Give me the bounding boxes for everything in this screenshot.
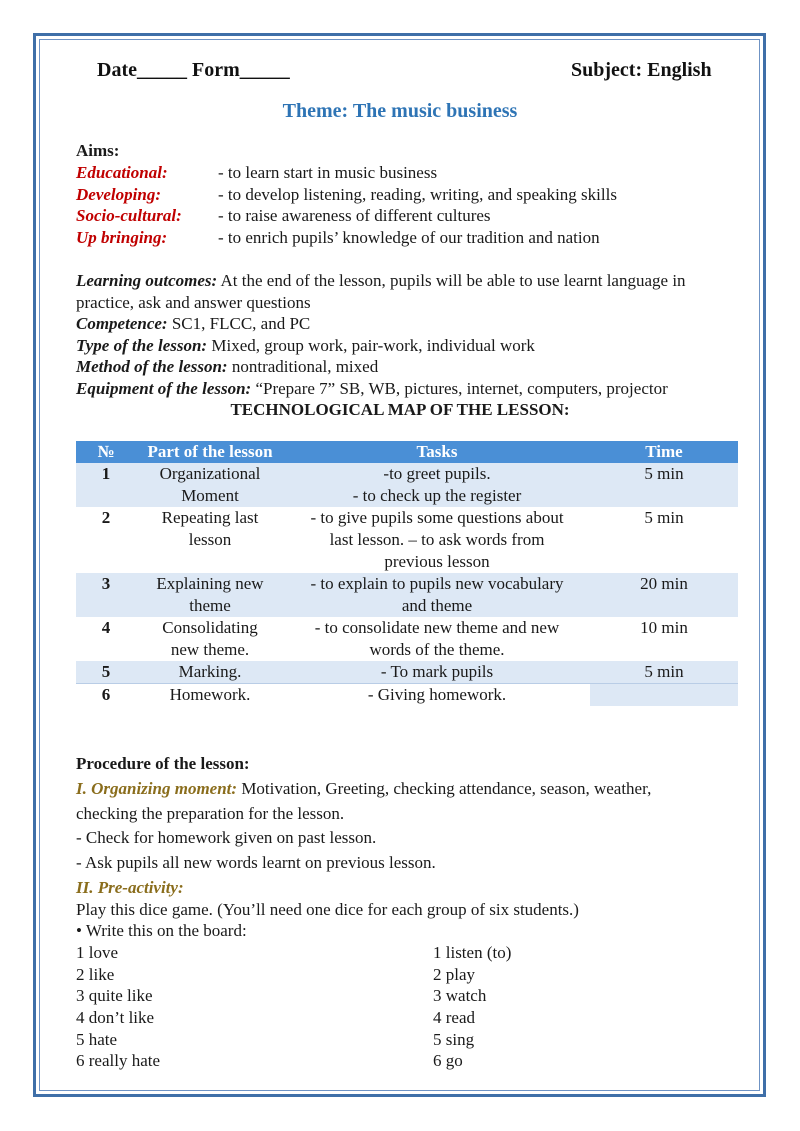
row-part: Repeating last lesson [136, 507, 284, 573]
write-on-board-line: • Write this on the board: [76, 921, 247, 940]
list-item: 6 go [433, 1051, 463, 1070]
aim-text-educational: - to learn start in music business [218, 163, 438, 182]
theme-title: Theme: The music business [282, 100, 518, 122]
learning-outcomes-label: Learning outcomes: [76, 271, 218, 290]
row-time: 5 min [590, 661, 738, 684]
header-tasks: Tasks [284, 441, 590, 463]
table-row [76, 507, 738, 573]
row-number: 4 [76, 617, 136, 661]
header-number: № [76, 441, 136, 463]
pre-activity-heading: II. Pre-activity: [76, 878, 184, 897]
row-tasks: - to consolidate new theme and new words of the theme. [284, 617, 590, 661]
learning-outcomes-text: At the end of the lesson, pupils will be able to use learnt language in [220, 271, 686, 290]
method-line [76, 356, 378, 377]
header-time: Time [590, 441, 738, 463]
date-form-line: Date_____ Form_____ [97, 59, 290, 81]
table-row [76, 661, 738, 684]
lesson-type-label: Type of the lesson: [76, 336, 208, 355]
row-number: 6 [76, 684, 136, 707]
dice-game-line: Play this dice game. (You’ll need one dice for each group of six students.) [76, 900, 579, 919]
list-item: 5 sing [433, 1030, 475, 1049]
subject-label: Subject: English [571, 59, 712, 81]
equipment-text: “Prepare 7” SB, WB, pictures, internet, computers, projector [255, 379, 668, 398]
row-tasks: - To mark pupils [284, 661, 590, 684]
equipment-label: Equipment of the lesson: [76, 379, 252, 398]
lesson-type-line [76, 335, 535, 356]
organizing-moment-line [76, 778, 651, 799]
list-item: 4 read [433, 1008, 476, 1027]
technological-map-title: TECHNOLOGICAL MAP OF THE LESSON: [230, 400, 570, 419]
organizing-moment-label: I. Organizing moment: [76, 779, 238, 798]
organizing-moment-continued: checking the preparation for the lesson. [76, 804, 345, 823]
list-item: 1 listen (to) [433, 943, 512, 962]
method-text: nontraditional, mixed [231, 357, 379, 376]
list-item: 3 watch [433, 986, 487, 1005]
table-row [76, 573, 738, 617]
table-header-row [76, 441, 738, 463]
learning-outcomes-continued: practice, ask and answer questions [76, 293, 311, 312]
competence-text: SC1, FLCC, and PC [171, 314, 311, 333]
row-tasks: - Giving homework. [284, 684, 590, 707]
aim-label-upbringing: Up bringing: [76, 228, 168, 247]
procedure-heading: Procedure of the lesson: [76, 754, 250, 773]
row-part: Consolidating new theme. [136, 617, 284, 661]
row-tasks: - to give pupils some questions about last lesson. – to ask words from previous lesson [284, 507, 590, 573]
row-part: Homework. [136, 684, 284, 707]
lesson-type-text: Mixed, group work, pair-work, individual work [211, 336, 535, 355]
table-row [76, 463, 738, 507]
table-row [76, 617, 738, 661]
aim-label-developing: Developing: [76, 185, 161, 204]
row-number: 1 [76, 463, 136, 507]
learning-outcomes-line [76, 270, 686, 291]
list-item: 6 really hate [76, 1051, 161, 1070]
list-item: 2 like [76, 965, 115, 984]
method-label: Method of the lesson: [76, 357, 228, 376]
list-item: 1 love [76, 943, 119, 962]
list-item: 2 play [433, 965, 476, 984]
organizing-moment-text: Motivation, Greeting, checking attendance, season, weather, [241, 779, 652, 798]
row-number: 3 [76, 573, 136, 617]
ask-words-line: - Ask pupils all new words learnt on previous lesson. [76, 853, 436, 872]
equipment-line [76, 378, 668, 399]
aim-text-socio-cultural: - to raise awareness of different cultures [218, 206, 491, 225]
aim-label-educational: Educational: [76, 163, 168, 182]
list-item: 4 don’t like [76, 1008, 155, 1027]
aims-heading: Aims: [76, 141, 120, 160]
row-time: 5 min [590, 507, 738, 573]
aim-label-socio-cultural: Socio-cultural: [76, 206, 182, 225]
technological-map-table [76, 441, 738, 706]
row-time: 20 min [590, 573, 738, 617]
table-row [76, 684, 738, 707]
row-number: 2 [76, 507, 136, 573]
aim-text-upbringing: - to enrich pupils’ knowledge of our tradition and nation [218, 228, 600, 247]
competence-line [76, 313, 310, 334]
check-homework-line: - Check for homework given on past lesson. [76, 828, 377, 847]
list-item: 3 quite like [76, 986, 153, 1005]
row-tasks: - to explain to pupils new vocabulary and theme [284, 573, 590, 617]
row-part: Marking. [136, 661, 284, 684]
row-tasks: -to greet pupils. - to check up the register [284, 463, 590, 507]
row-number: 5 [76, 661, 136, 684]
row-part: Organizational Moment [136, 463, 284, 507]
row-part: Explaining new theme [136, 573, 284, 617]
row-time [590, 684, 738, 707]
row-time: 5 min [590, 463, 738, 507]
competence-label: Competence: [76, 314, 168, 333]
header-part: Part of the lesson [136, 441, 284, 463]
aim-text-developing: - to develop listening, reading, writing, and speaking skills [218, 185, 617, 204]
list-item: 5 hate [76, 1030, 118, 1049]
row-time: 10 min [590, 617, 738, 661]
